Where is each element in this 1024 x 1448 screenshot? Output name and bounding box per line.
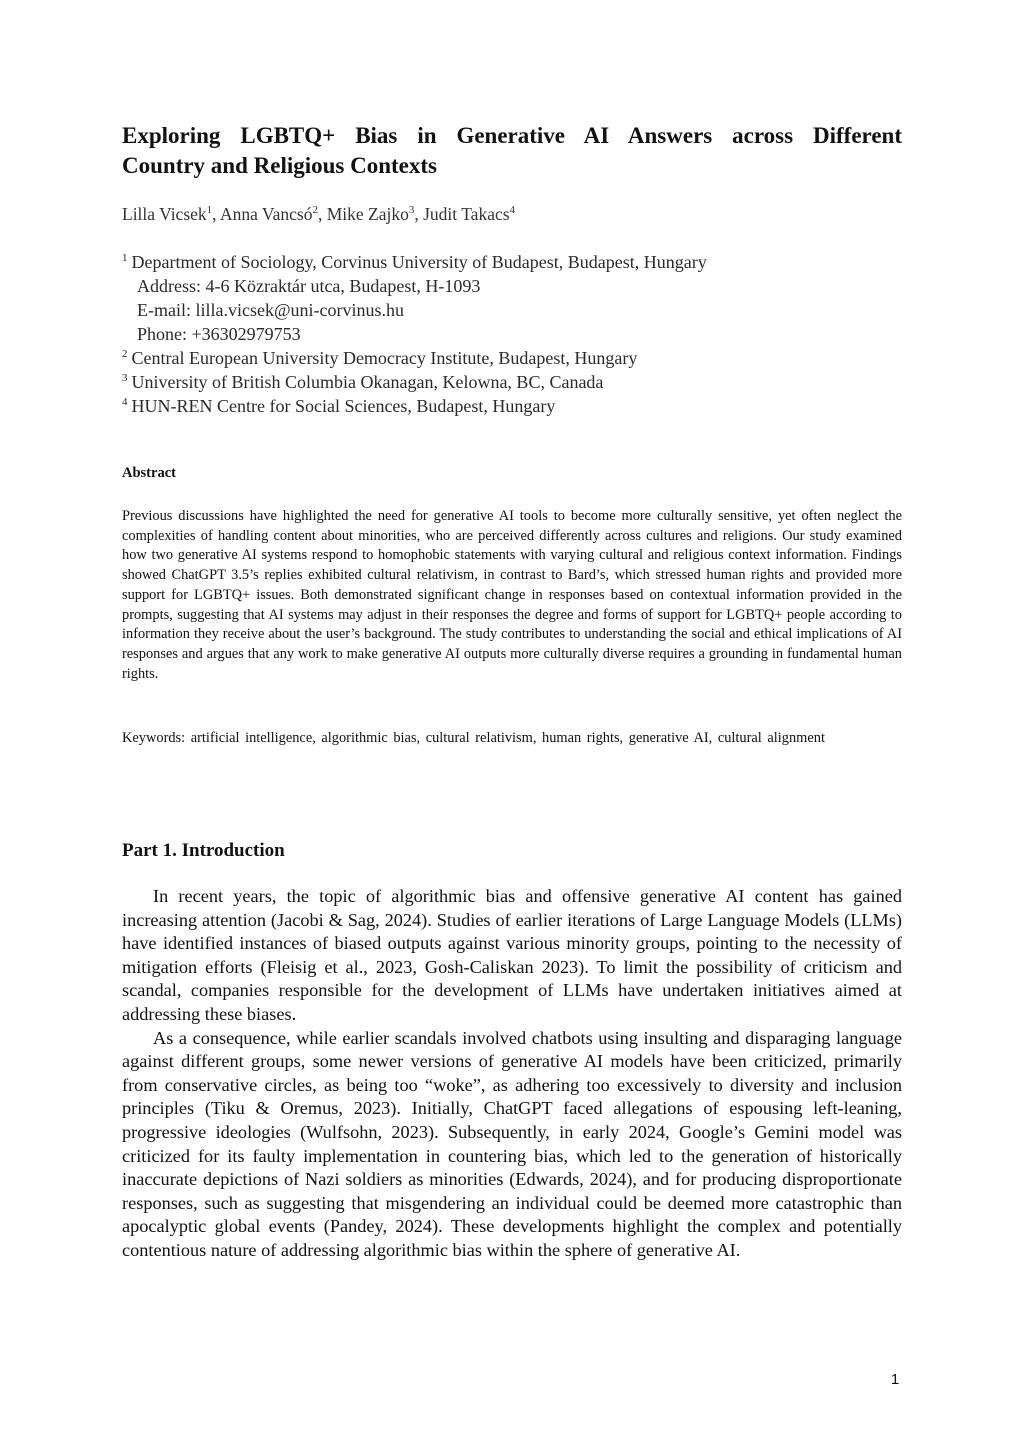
section-body	[122, 885, 902, 1263]
paper-title	[122, 121, 902, 181]
title-line-1: Exploring LGBTQ+ Bias in Generative AI Answers across Different	[122, 123, 902, 148]
contact-email[interactable]: E-mail: lilla.vicsek@uni-corvinus.hu	[137, 300, 405, 320]
abstract-heading: Abstract	[122, 465, 176, 481]
author-affiliation-marker: 2	[312, 204, 318, 217]
author-name: Judit Takacs	[423, 204, 510, 224]
body-paragraph: As a consequence, while earlier scandals involved chatbots using insulting and disparaging language against different groups, some newer versions of generative AI models have been criticized, primarily from conservative circles, as being too “woke”, as adhering too excessively to diversity and inclusion principles (Tiku & Oremus, 2023). Initially, ChatGPT faced allegations of espousing left-leaning, progressive ideologies (Wulfsohn, 2023). Subsequently, in early 2024, Google’s Gemini model was criticized for its faulty implementation in countering bias, which led to the generation of historically inaccurate depictions of Nazi soldiers as minorities (Edwards, 2024), and for producing disproportionate responses, such as suggesting that misgendering an individual could be deemed more catastrophic than apocalyptic global events (Pandey, 2024). These developments highlight the complex and potentially contentious nature of addressing algorithmic bias within the sphere of generative AI.	[122, 1027, 902, 1260]
affiliation-2: $^2$ Central European University Democracy Institute, Budapest, Hungary	[122, 348, 638, 368]
affiliation-4: $^4$ HUN-REN Centre for Social Sciences, Budapest, Hungary	[122, 396, 556, 416]
author-list: Lilla Vicsek$^1$, Anna Vancsó$^2$, Mike Zajko$^3$, Judit Takacs$^4$	[122, 204, 516, 224]
contact-phone: Phone: +36302979753	[137, 324, 301, 344]
section-heading: Part 1. Introduction	[122, 840, 285, 861]
abstract-text: Previous discussions have highlighted the need for generative AI tools to become more culturally sensitive, yet often neglect the complexities of handling content about minorities, who are perceived differently across cultures and religions. Our study examined how two generative AI systems respond to homophobic statements with varying cultural and religious context information. Findings showed ChatGPT 3.5’s replies exhibited cultural relativism, in contrast to Bard’s, which stressed human rights and provided more support for LGBTQ+ issues. Both demonstrated significant change in responses based on contextual information provided in the prompts, suggesting that AI systems may adjust in their responses the degree and forms of support for LGBTQ+ people according to information they receive about the user’s background. The study contributes to understanding the social and ethical implications of AI responses and argues that any work to make generative AI outputs more culturally diverse requires a grounding in fundamental human rights.	[122, 508, 902, 682]
author-name: Anna Vancsó	[219, 204, 313, 224]
body-paragraph: In recent years, the topic of algorithmic bias and offensive generative AI content has gained increasing attention (Jacobi & Sag, 2024). Studies of earlier iterations of Large Language Models (LLMs) have identified instances of biased outputs against various minority groups, pointing to the necessity of mitigation efforts (Fleisig et al., 2023, Gosh-Caliskan 2023). To limit the possibility of criticism and scandal, companies responsible for the development of LLMs have undertaken initiatives aimed at addressing these biases.	[122, 886, 902, 1024]
author-affiliation-marker: 1	[206, 204, 213, 217]
keywords: Keywords: artificial intelligence, algorithmic bias, cultural relativism, human rights, generative AI, cultural alignment	[122, 730, 825, 746]
author-affiliation-marker: 4	[509, 204, 516, 217]
author-name: Mike Zajko	[326, 204, 409, 224]
contact-address: Address: 4-6 Közraktár utca, Budapest, H-1093	[137, 276, 481, 296]
affiliation-1: $^1$ Department of Sociology, Corvinus University of Budapest, Budapest, Hungary	[122, 252, 707, 272]
affiliation-3: $^3$ University of British Columbia Okanagan, Kelowna, BC, Canada	[122, 372, 604, 392]
affiliation-list	[122, 250, 707, 418]
title-line-2: Country and Religious Contexts	[122, 153, 438, 178]
author-affiliation-marker: 3	[408, 204, 415, 217]
page-number: 1	[890, 1371, 900, 1388]
author-name: Lilla Vicsek	[122, 204, 207, 224]
